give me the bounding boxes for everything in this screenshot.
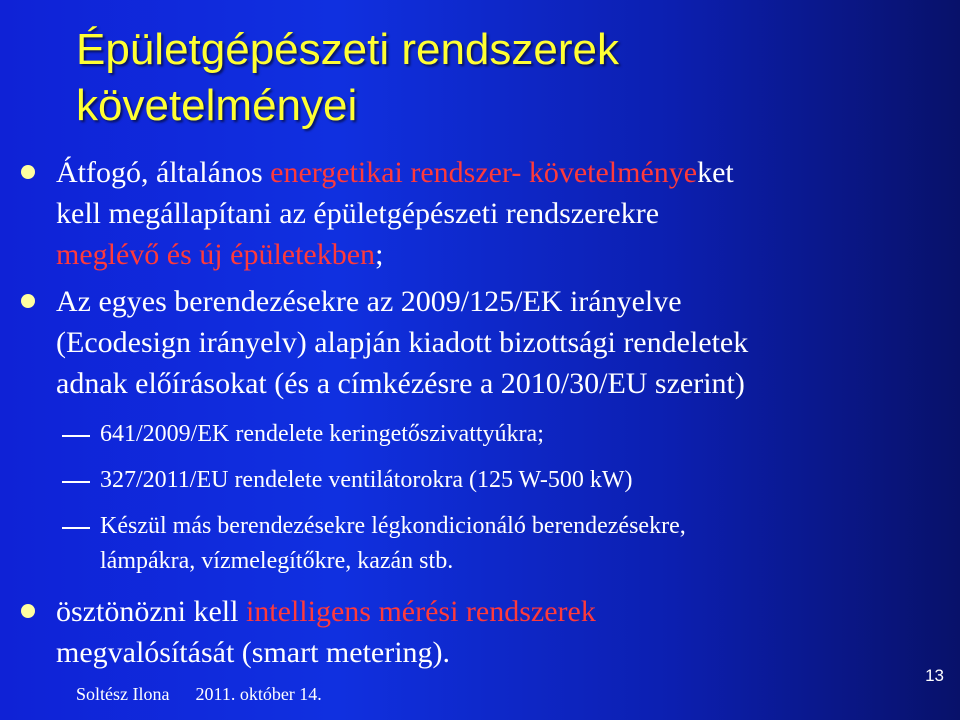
sub-item-1: 641/2009/EK rendelete keringetőszivattyúkra; [100,421,544,447]
bullet-1-line-3: meglévő és új épületekben; [56,238,384,271]
bullet-1-line-2: kell megállapítani az épületgépészeti rendszerekre [56,197,660,230]
bullet-2-line-3: adnak előírásokat (és a címkézésre a 2010/30/EU szerint) [56,367,745,400]
bullet-1 [56,152,936,275]
bullet-dot-icon [21,165,35,179]
dash-icon [62,527,90,529]
footer [76,684,348,705]
dash-icon [62,435,90,437]
bullet-2-line-2: (Ecodesign irányelv) alapján kiadott bizottsági rendeletek [56,326,749,359]
slide-title [76,22,936,134]
sub-item-3: Készül más berendezésekre légkondicionáló berendezésekre, lámpákra, vízmelegítőkre, kazán stb. [100,513,686,574]
title-line-1: Épületgépészeti rendszerek [76,25,619,74]
bullet-dot-icon [21,604,35,618]
bullet-2 [56,281,936,404]
dash-icon [62,481,90,483]
sub-item-2: 327/2011/EU rendelete ventilátorokra (125 W-500 kW) [100,467,633,493]
page-number: 13 [925,666,944,685]
accent-text: intelligens mérési rendszerek [245,595,596,628]
accent-text: energetikai rendszer- követelménye [270,156,698,189]
title-line-2: követelményei [76,81,358,130]
bullet-dot-icon [21,294,35,308]
bullet-2-line-1: Az egyes berendezésekre az 2009/125/EK irányelve [56,285,682,318]
bullet-3-line-2: megvalósítását (smart metering). [56,636,451,669]
footer-author: Soltész Ilona [76,684,170,704]
accent-text: meglévő és új épületekben [56,238,376,271]
footer-date: 2011. október 14. [195,684,322,704]
bullet-3 [56,591,936,673]
bullet-3-line-1: ösztönözni kell intelligens mérési rendszerek [56,595,596,628]
bullet-1-line-1: Átfogó, általános energetikai rendszer- követelményeket [56,156,734,189]
